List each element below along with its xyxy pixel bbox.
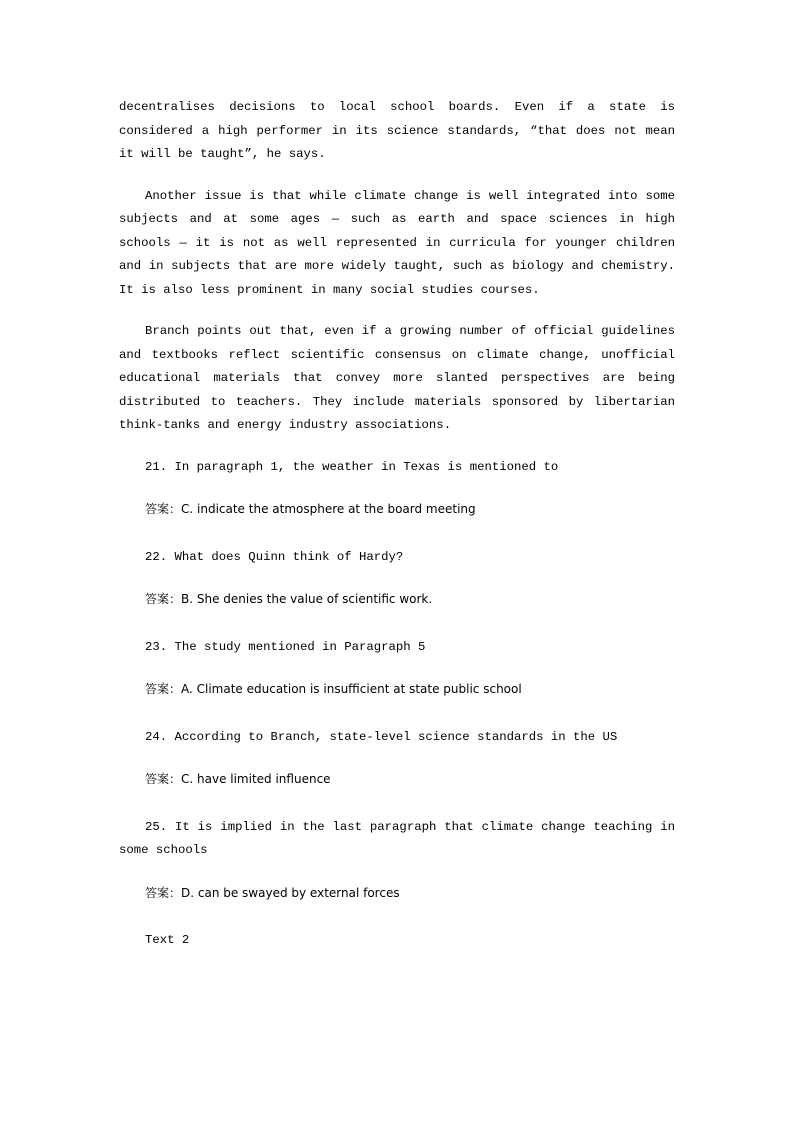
question-25: 25. It is implied in the last paragraph that climate change teaching in some schools	[119, 819, 675, 857]
answer-25: 答案：D. can be swayed by external forces	[145, 885, 400, 900]
paragraph-another-issue: Another issue is that while climate change is well integrated into some subjects and at some ages — such as earth and space sciences in high schools — it is not as well represented in curricula for younger children and in subjects that are more widely taught, such as biology and chemistry. It is also less prominent in many social studies courses.	[119, 188, 675, 297]
document-body	[119, 96, 675, 953]
question-22: 22. What does Quinn think of Hardy?	[145, 549, 404, 564]
answer-23: 答案：A. Climate education is insufficient at state public school	[145, 682, 522, 696]
paragraph-branch: Branch points out that, even if a growing number of official guidelines and textbooks reflect scientific consensus on climate change, unofficial educational materials that convey more slanted perspectives are being distributed to teachers. They include materials sponsored by libertarian think-tanks and energy industry associations.	[119, 324, 675, 432]
question-24: 24. According to Branch, state-level science standards in the US	[145, 729, 618, 744]
question-21: 21. In paragraph 1, the weather in Texas is mentioned to	[145, 459, 559, 474]
answer-24: 答案：C. have limited influence	[145, 772, 331, 786]
section-label-text-2: Text 2	[145, 933, 190, 947]
question-23: 23. The study mentioned in Paragraph 5	[145, 639, 426, 654]
paragraph-continuation: decentralises decisions to local school boards. Even if a state is considered a high performer in its science standards, “that does not mean it will be taught”, he says.	[119, 100, 675, 161]
answer-21: 答案：C. indicate the atmosphere at the board meeting	[145, 502, 476, 516]
answer-22: 答案：B. She denies the value of scientific work.	[145, 592, 433, 606]
